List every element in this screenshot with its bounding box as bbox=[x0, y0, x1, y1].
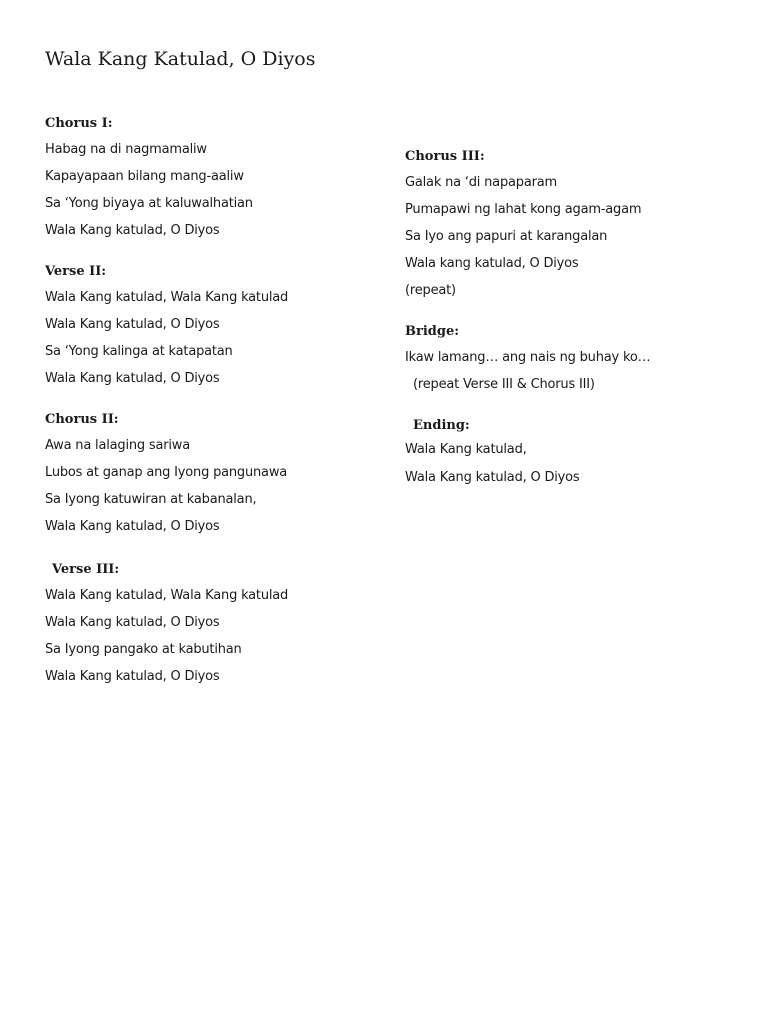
lyric-line: Sa ‘Yong biyaya at kaluwalhatian bbox=[45, 196, 253, 211]
lyric-line: Kapayapaan bilang mang-aaliw bbox=[45, 169, 244, 184]
chorus-3-heading: Chorus III: bbox=[405, 149, 485, 164]
bridge-heading: Bridge: bbox=[405, 324, 460, 339]
lyric-line: Wala Kang katulad, O Diyos bbox=[405, 470, 580, 485]
lyric-line: Wala Kang katulad, O Diyos bbox=[45, 519, 220, 534]
right-column bbox=[405, 149, 650, 497]
chorus-3-section bbox=[405, 149, 650, 299]
lyric-line: Galak na ‘di napaparam bbox=[405, 175, 557, 190]
verse-2-section bbox=[45, 264, 288, 387]
chorus-2-section bbox=[45, 412, 288, 535]
lyric-line: Wala Kang katulad, O Diyos bbox=[45, 669, 220, 684]
lyric-line: Wala kang katulad, O Diyos bbox=[405, 256, 579, 271]
lyric-line: Wala Kang katulad, bbox=[405, 442, 527, 457]
lyric-line: Wala Kang katulad, O Diyos bbox=[45, 371, 220, 386]
verse-2-heading: Verse II: bbox=[45, 264, 107, 279]
lyric-line: Pumapawi ng lahat kong agam-agam bbox=[405, 202, 642, 217]
lyric-line: Sa Iyong katuwiran at kabanalan, bbox=[45, 492, 257, 507]
left-column bbox=[45, 116, 288, 696]
verse-3-heading: Verse III: bbox=[52, 562, 120, 577]
lyric-line: Sa ‘Yong kalinga at katapatan bbox=[45, 344, 233, 359]
lyric-line: Wala Kang katulad, O Diyos bbox=[45, 317, 220, 332]
lyric-line: (repeat Verse III & Chorus III) bbox=[413, 377, 595, 392]
verse-3-section bbox=[45, 562, 288, 685]
lyric-line: Wala Kang katulad, O Diyos bbox=[45, 615, 220, 630]
chorus-1-heading: Chorus I: bbox=[45, 116, 113, 131]
lyric-line: Habag na di nagmamaliw bbox=[45, 142, 207, 157]
chorus-1-section bbox=[45, 116, 288, 239]
ending-section bbox=[405, 418, 650, 486]
lyric-line: Wala Kang katulad, Wala Kang katulad bbox=[45, 290, 289, 305]
lyric-line: Sa Iyo ang papuri at karangalan bbox=[405, 229, 608, 244]
song-title: Wala Kang Katulad, O Diyos bbox=[45, 48, 316, 70]
lyric-line: Wala Kang katulad, O Diyos bbox=[45, 223, 220, 238]
chorus-2-heading: Chorus II: bbox=[45, 412, 119, 427]
lyric-line: Sa Iyong pangako at kabutihan bbox=[45, 642, 242, 657]
lyric-line: Wala Kang katulad, Wala Kang katulad bbox=[45, 588, 289, 603]
lyric-line: Ikaw lamang… ang nais ng buhay ko… bbox=[405, 350, 651, 365]
lyric-line: (repeat) bbox=[405, 283, 456, 298]
lyric-line: Awa na lalaging sariwa bbox=[45, 438, 190, 453]
lyric-line: Lubos at ganap ang Iyong pangunawa bbox=[45, 465, 288, 480]
bridge-section bbox=[405, 324, 650, 393]
ending-heading: Ending: bbox=[413, 418, 470, 433]
